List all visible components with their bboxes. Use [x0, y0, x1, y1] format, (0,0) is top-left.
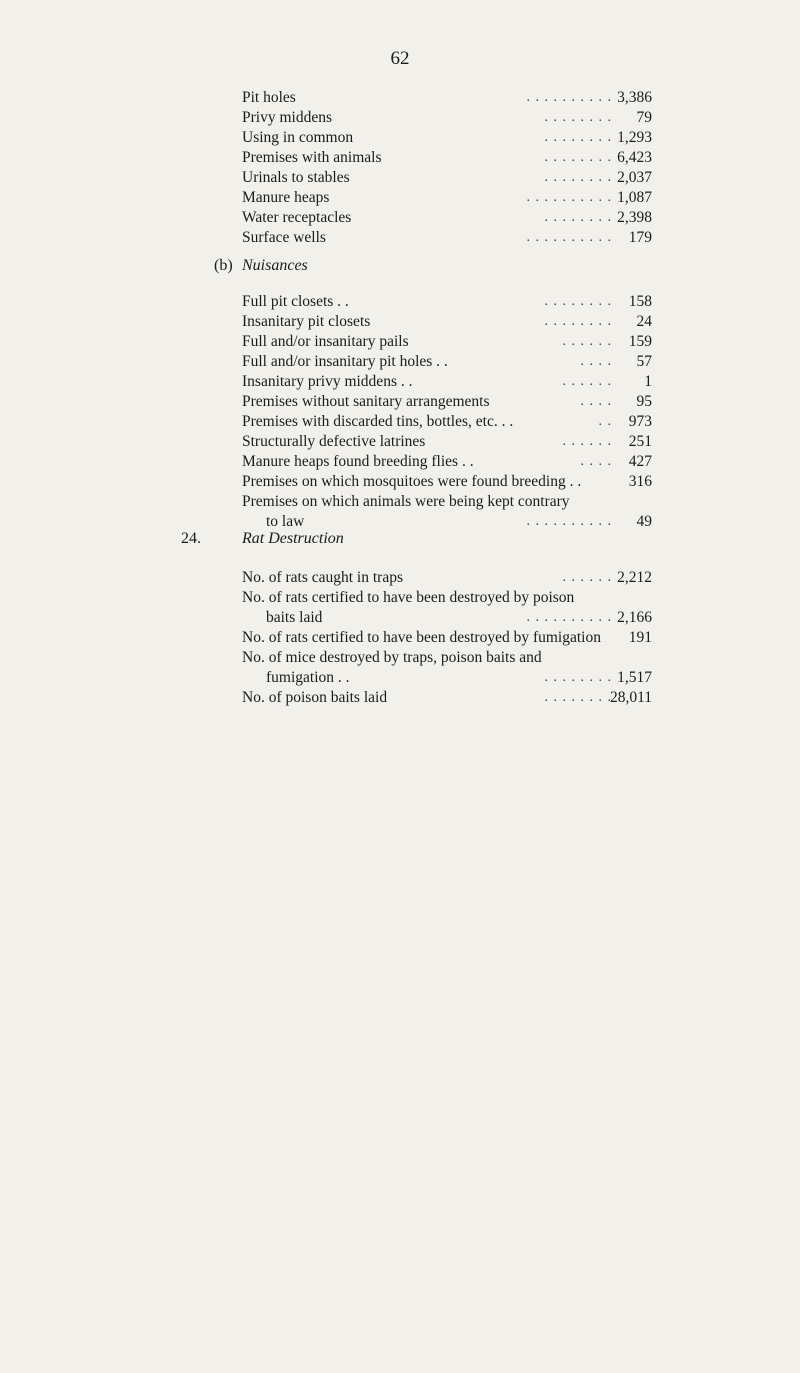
row-label: Premises without sanitary arrangements	[242, 393, 490, 410]
row-value: 6,423	[617, 149, 652, 166]
leader-dots: . . . . . . . .	[544, 294, 612, 309]
row-value: 179	[628, 229, 652, 246]
section-marker: (b)	[214, 257, 233, 274]
row-label: Using in common	[242, 129, 354, 146]
row-label: Full and/or insanitary pails	[242, 333, 409, 350]
row-value: 191	[628, 629, 652, 646]
table-row	[0, 628, 800, 648]
leader-dots: . . . .	[580, 454, 612, 469]
row-value: 2,166	[617, 609, 652, 626]
row-label: Privy middens	[242, 109, 332, 126]
row-value: 1,293	[617, 129, 652, 146]
table-row	[0, 392, 800, 412]
row-label: No. of mice destroyed by traps, poison baits and	[242, 649, 542, 666]
table-row	[0, 648, 800, 668]
leader-dots: . . . . . . . . . .	[526, 190, 612, 205]
leader-dots: . . . . . . . .	[544, 210, 612, 225]
row-label: fumigation . .	[266, 669, 350, 686]
row-value: 1	[644, 373, 652, 390]
row-value: 251	[628, 433, 652, 450]
row-value: 57	[636, 353, 652, 370]
row-label: Premises with discarded tins, bottles, etc. . .	[242, 413, 514, 430]
section-title: Nuisances	[242, 257, 308, 274]
row-value: 24	[636, 313, 652, 330]
row-label: Surface wells	[242, 229, 326, 246]
table-row	[0, 372, 800, 392]
leader-dots: . . . . . . . .	[544, 314, 612, 329]
table-row	[0, 492, 800, 512]
leader-dots: . . . .	[580, 394, 612, 409]
table-row	[0, 108, 800, 128]
table-row	[0, 312, 800, 332]
table-row	[0, 412, 800, 432]
leader-dots: . . . . . . . .	[544, 670, 612, 685]
table-row	[0, 168, 800, 188]
leader-dots: . . . . . . . .	[544, 110, 612, 125]
table-row	[0, 688, 800, 708]
row-label: Premises on which mosquitoes were found breeding . .	[242, 473, 582, 490]
table-row	[0, 452, 800, 472]
row-value: 3,386	[617, 89, 652, 106]
row-value: 159	[628, 333, 652, 350]
leader-dots: . . . . . . . . . .	[526, 610, 612, 625]
table-row	[0, 148, 800, 168]
row-value: 49	[636, 513, 652, 530]
table-row	[0, 472, 800, 492]
row-value: 95	[636, 393, 652, 410]
row-value: 79	[636, 109, 652, 126]
table-row	[0, 128, 800, 148]
table-row	[0, 432, 800, 452]
row-label: Water receptacles	[242, 209, 352, 226]
row-value: 1,087	[617, 189, 652, 206]
row-value: 2,037	[617, 169, 652, 186]
section-premises-inspected	[0, 88, 800, 248]
table-row	[0, 608, 800, 628]
row-value: 28,011	[609, 689, 652, 706]
row-label: Insanitary privy middens . .	[242, 373, 413, 390]
row-label: Manure heaps	[242, 189, 330, 206]
row-label: Premises on which animals were being kept contrary	[242, 493, 570, 510]
row-label: Manure heaps found breeding flies . .	[242, 453, 474, 470]
table-row	[0, 188, 800, 208]
section-rat-destruction	[0, 568, 800, 708]
row-label: to law	[266, 513, 305, 530]
row-value: 1,517	[617, 669, 652, 686]
row-label: Insanitary pit closets	[242, 313, 371, 330]
leader-dots: . . . . . .	[562, 434, 612, 449]
page-number: 62	[390, 48, 410, 69]
row-value: 2,398	[617, 209, 652, 226]
row-label: No. of rats caught in traps	[242, 569, 403, 586]
leader-dots: . . . . . . . . . .	[526, 90, 612, 105]
row-value: 158	[628, 293, 652, 310]
row-label: baits laid	[266, 609, 323, 626]
row-label: No. of rats certified to have been destroyed by fumigation	[242, 629, 601, 646]
row-label: Urinals to stables	[242, 169, 350, 186]
row-label: Full pit closets . .	[242, 293, 349, 310]
table-row	[0, 352, 800, 372]
leader-dots: . . . . . . . . . .	[526, 514, 612, 529]
leader-dots: . . . . . . . .	[544, 130, 612, 145]
row-value: 2,212	[617, 569, 652, 586]
table-row	[0, 568, 800, 588]
section-nuisances	[0, 292, 800, 532]
section-b-heading	[0, 255, 800, 277]
section-title: Rat Destruction	[242, 530, 344, 547]
leader-dots: . . . . . . . .	[544, 690, 612, 705]
table-row	[0, 228, 800, 248]
section-number: 24.	[181, 530, 201, 547]
leader-dots: . . . . . .	[562, 374, 612, 389]
row-label: Full and/or insanitary pit holes . .	[242, 353, 448, 370]
leader-dots: . . . . . . . .	[544, 170, 612, 185]
row-label: No. of rats certified to have been destroyed by poison	[242, 589, 575, 606]
leader-dots: . . . . . . . . . .	[526, 230, 612, 245]
row-value: 973	[628, 413, 652, 430]
leader-dots: . . . .	[580, 354, 612, 369]
row-label: No. of poison baits laid	[242, 689, 388, 706]
leader-dots: . . . . . .	[562, 334, 612, 349]
table-row	[0, 292, 800, 312]
row-label: Structurally defective latrines	[242, 433, 426, 450]
leader-dots: . . . . . . . .	[544, 150, 612, 165]
table-row	[0, 88, 800, 108]
leader-dots: . . . . . .	[562, 570, 612, 585]
leader-dots: . .	[598, 414, 612, 429]
table-row	[0, 208, 800, 228]
row-label: Premises with animals	[242, 149, 382, 166]
section-24-heading	[0, 528, 800, 550]
table-row	[0, 588, 800, 608]
table-row	[0, 332, 800, 352]
table-row	[0, 668, 800, 688]
row-label: Pit holes	[242, 89, 296, 106]
row-value: 316	[628, 473, 652, 490]
row-value: 427	[628, 453, 652, 470]
